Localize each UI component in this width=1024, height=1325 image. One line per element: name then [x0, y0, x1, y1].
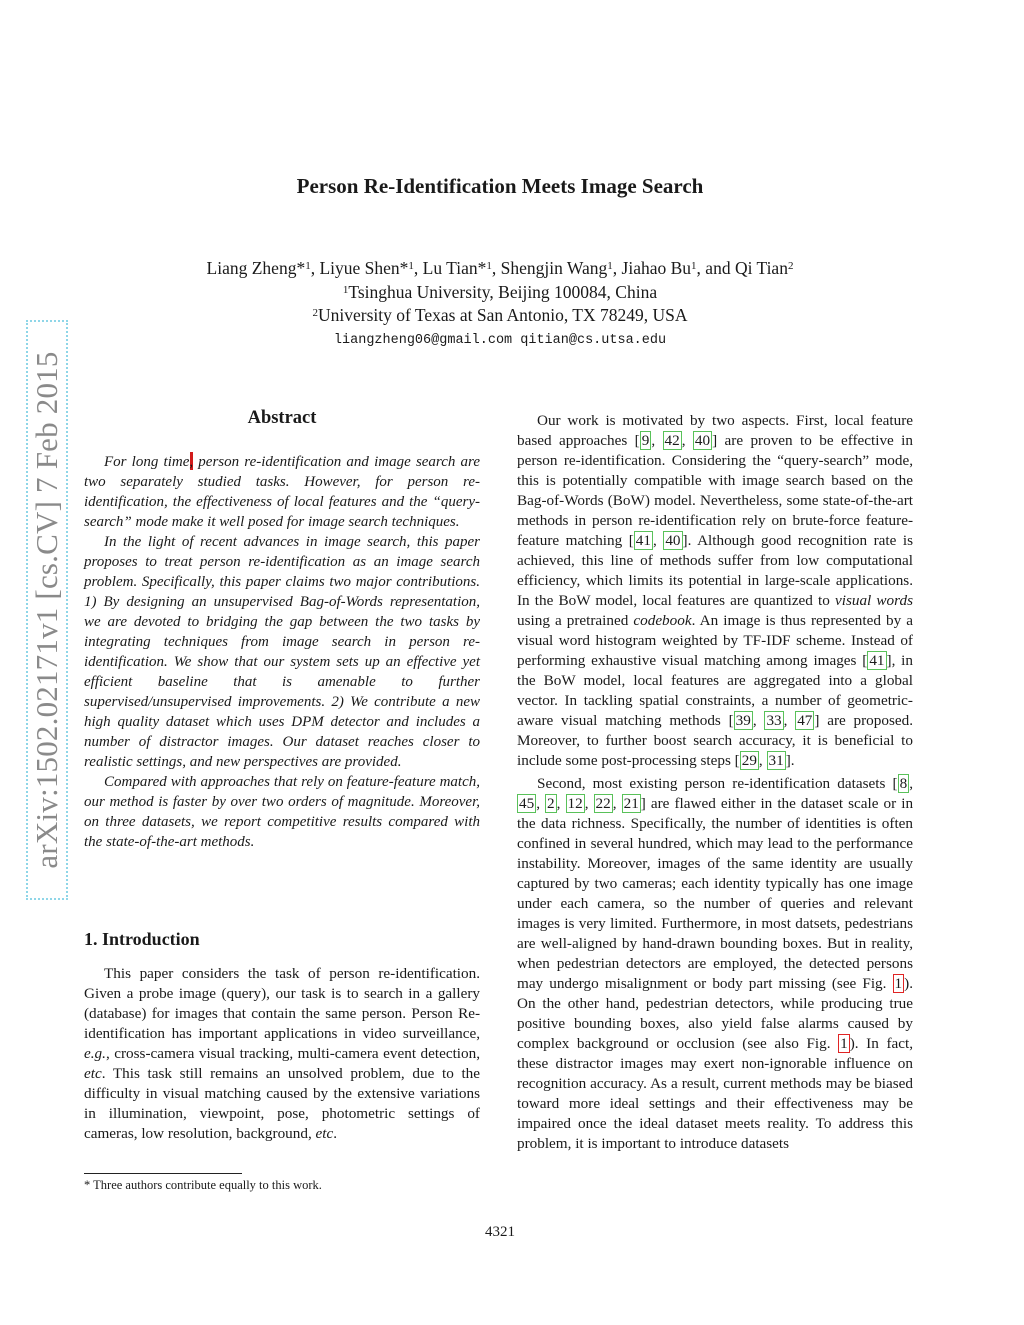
abstract-heading: Abstract: [247, 408, 317, 428]
author-name: Liang Zheng*: [206, 258, 306, 278]
introduction-body: [84, 964, 480, 1144]
intro-paragraph: [84, 964, 480, 1144]
citation-link[interactable]: 40: [694, 432, 711, 449]
author-emails: liangzheng06@gmail.com qitian@cs.utsa.edu: [333, 333, 667, 348]
author-affil-sup: 2: [787, 260, 794, 272]
body-paragraph: Second, most existing person re-identification datasets [ 8 , 45 , 2 , 12 , 22 , 21 ] are flawed either in the dataset scale or in the data richness. Specifically, the number of identities is often confined in several hundred, which may lead to the performance instability. Moreover, images of the same identity are usually captured by two cameras; each identity typically has one image under each camera, so the number of queries and relevant images is very limited. Furthermore, in most datsets, pedestrians are well-aligned by hand-drawn bounding boxes. But in reality, when pedestrian detectors are employed, the detected persons may undergo misalignment or body part missing (see Fig. 1 ). On the other hand, pedestrian detectors, while producing true positive bounding boxes, also yield false alarms caused by complex background or occlusion (see also Fig. 1 ). In fact, these distractor images may exert non-ignorable influence on recognition accuracy. As a result, current methods may be biased toward more ideal settings and their effectiveness may be impaired once the ideal dataset meets reality. To address this problem, it is important to introduce datasets: [517, 775, 914, 1152]
citation-link[interactable]: 9: [641, 432, 650, 449]
citation-link[interactable]: 33: [766, 712, 782, 729]
text-run: ], in the BoW model, local features are aggregated into a global vector. In tackling spatial constraints, a number of geometric-aware visual matching methods [: [517, 652, 913, 729]
citation-link[interactable]: 22: [595, 795, 611, 812]
body-paragraph: Our work is motivated by two aspects. First, local feature based approaches [ 9 , 42 , 40 ] are proven to be effective in person re-identification. Considering the “query-search” mode, this is potentially compatible with image search based on the Bag-of-Words (BoW) model. Nevertheless, some state-of-the-art methods in person re-identification rely on brute-force feature-feature matching [ 41 , 40 ]. Although good recognition rate is achieved, this line of methods suffer from low computational efficiency, which limits its potential in large-scale applications. In the BoW model, local features are quantized to visual words using a pretrained codebook. An image is thus represented by a visual word histogram weighted by TF-IDF scheme. Instead of performing exhaustive visual matching among images [ 41 ], in the BoW model, local features are aggregated into a global vector. In tackling spatial constraints, a number of geometric-aware visual matching methods [ 39 , 33 , 47 ] are proposed. Moreover, to further boost search accuracy, it is beneficial to include some post-processing steps [ 29 , 31 ].: [517, 412, 914, 769]
figure-link[interactable]: 1: [894, 975, 903, 992]
abstract-paragraph: For long time, person re-identification and image search are two separately studied tasks. However, for person re-identification, the effectiveness of local features and the “query-search” mode make it well posed for image search techniques.: [84, 454, 480, 530]
author-name: and Qi Tian: [705, 258, 788, 278]
section-heading-introduction: 1. Introduction: [84, 929, 200, 949]
abstract-body: [84, 452, 480, 852]
citation-link[interactable]: 41: [869, 652, 885, 669]
author-name: Liyue Shen*: [319, 258, 409, 278]
text-run: This paper considers the task of person re-identification. Given a probe image (query), our task is to search in a gallery (database) for images that contain the same person. Person Re-identification has important applications in video surveillance,: [84, 965, 480, 1042]
italic-text: etc: [84, 1065, 102, 1082]
citation-link[interactable]: 39: [735, 712, 751, 729]
citation-link[interactable]: 29: [741, 752, 757, 769]
text-run: ). On the other hand, pedestrian detectors, while producing true positive bounding boxes, also yield false alarms caused by complex background or occlusion (see also Fig.: [517, 975, 913, 1052]
text-run: ] are proposed. Moreover, to further boost search accuracy, it is beneficial to include some post-processing steps [: [517, 712, 914, 769]
footnote: * Three authors contribute equally to this work.: [84, 1178, 322, 1192]
citation-link[interactable]: 21: [623, 795, 639, 812]
figure-link[interactable]: 1: [840, 1035, 848, 1052]
author-name: Lu Tian*: [422, 258, 487, 278]
text-run: ].: [785, 752, 795, 769]
citation-link[interactable]: 31: [768, 752, 784, 769]
author-affil-sup: 1: [486, 260, 492, 272]
affiliation-sup: 1: [342, 283, 349, 296]
text-run: , cross-camera visual tracking, multi-camera event detection,: [105, 1045, 480, 1062]
text-run: ] are proven to be effective in person re-identification. Considering the “query-search” mode, this is potentially compatible with image search based on the Bag-of-Words (BoW) model. Nevertheless, some state-of-the-art methods in person re-identification rely on brute-force feature-feature matching [: [517, 432, 913, 549]
citation-link[interactable]: 8: [899, 775, 908, 792]
citation-link[interactable]: 47: [797, 712, 813, 729]
text-run: Our work is motivated by two aspects. First, local feature based approaches [: [517, 412, 913, 449]
author-affil-sup: 1: [691, 260, 697, 272]
affiliation-text: University of Texas at San Antonio, TX 78249, USA: [318, 305, 688, 325]
citation-link[interactable]: 42: [664, 432, 680, 449]
text-run: . An image is thus represented by a visual word histogram weighted by TF-IDF scheme. Instead of performing exhaustive visual matching among images [: [517, 612, 913, 669]
author-name: Shengjin Wang: [500, 258, 608, 278]
text-run: .: [333, 1125, 338, 1142]
author-block: [0, 257, 1000, 328]
affiliation-sup: 2: [312, 307, 318, 319]
italic-text: etc: [315, 1125, 334, 1142]
text-run: Second, most existing person re-identification datasets [: [537, 775, 898, 792]
affiliation-text: Tsinghua University, Beijing 100084, China: [348, 281, 658, 302]
citation-link[interactable]: 2: [547, 795, 555, 812]
affiliation-line: [0, 281, 1000, 305]
italic-text: codebook: [633, 612, 692, 629]
author-affil-sup: 1: [305, 260, 311, 272]
text-run: ). In fact, these distractor images may exert non-ignorable influence on recognition accuracy. As a result, current methods may be biased toward more ideal settings and their effectiveness may be impaired once the ideal dataset meets reality. To address this problem, it is important to introduce datasets: [517, 1035, 914, 1152]
footnote-rule: [84, 1173, 242, 1174]
page-number: 4321: [485, 1224, 515, 1240]
author-list: Liang Zheng*$^1$, Liyue Shen*$^1$, Lu Tian*$^1$, Shengjin Wang$^1$, Jiahao Bu$^1$, and Qi Tian$^2$: [206, 258, 794, 278]
affiliation-line: [0, 304, 1000, 328]
arxiv-stamp[interactable]: arXiv:1502.02171v1 [cs.CV] 7 Feb 2015: [26, 320, 68, 900]
italic-text: visual words: [835, 592, 913, 609]
author-name: Jiahao Bu: [621, 258, 692, 278]
text-run: using a pretrained: [517, 612, 634, 629]
text-run: ] are flawed either in the dataset scale or in the data richness. Specifically, the number of identities is often confined in several hundred, which may lead to the performance instability. Moreover, images of the same identity are usually captured by two cameras; each identity typically has one image under each camera, so the number of queries and relevant images is very limited. Furthermore, in most datsets, pedestrians are well-aligned by hand-drawn bounding boxes. But in reality, when pedestrian detectors are employed, the detected persons may undergo misalignment or body part missing (see Fig.: [517, 795, 914, 992]
citation-link[interactable]: 45: [519, 795, 535, 812]
paper-title: Person Re-Identification Meets Image Search: [296, 174, 704, 198]
text-run: . This task still remains an unsolved problem, due to the difficulty in visual matching caused by the extensive variations in illumination, viewpoint, pose, photometric settings of cameras, low resolution, background,: [84, 1065, 480, 1142]
text-run: ]. Although good recognition rate is achieved, this line of methods suffer from low computational efficiency, which limits its potential in large-scale applications. In the BoW model, local features are quantized to: [517, 532, 914, 609]
author-affil-sup: 1: [607, 260, 613, 272]
citation-link[interactable]: 12: [567, 795, 583, 812]
author-affil-sup: 1: [408, 260, 414, 272]
citation-link[interactable]: 41: [635, 532, 651, 549]
abstract-paragraph: In the light of recent advances in image search, this paper proposes to treat person re-identification as an image search problem. Specifically, this paper claims two major contributions. 1) By designing an unsupervised Bag-of-Words representation, we are devoted to bridging the gap between the two tasks by integrating techniques from image search in person re-identification. We show that our system sets up an effective yet efficient baseline that is amenable to further supervised/unsupervised improvements. 2) We contribute a new high quality dataset which uses DPM detector and includes a number of distractor images. Our dataset reaches closer to realistic settings, and new perspectives are provided.: [84, 534, 480, 770]
right-column-body: [517, 411, 913, 1154]
citation-link[interactable]: 40: [665, 532, 681, 549]
abstract-paragraph: Compared with approaches that rely on feature-feature match, our method is faster by over two orders of magnitude. Moreover, on three datasets, we report competitive results compared with the state-of-the-art methods.: [84, 774, 480, 850]
italic-text: e.g.: [84, 1045, 106, 1062]
